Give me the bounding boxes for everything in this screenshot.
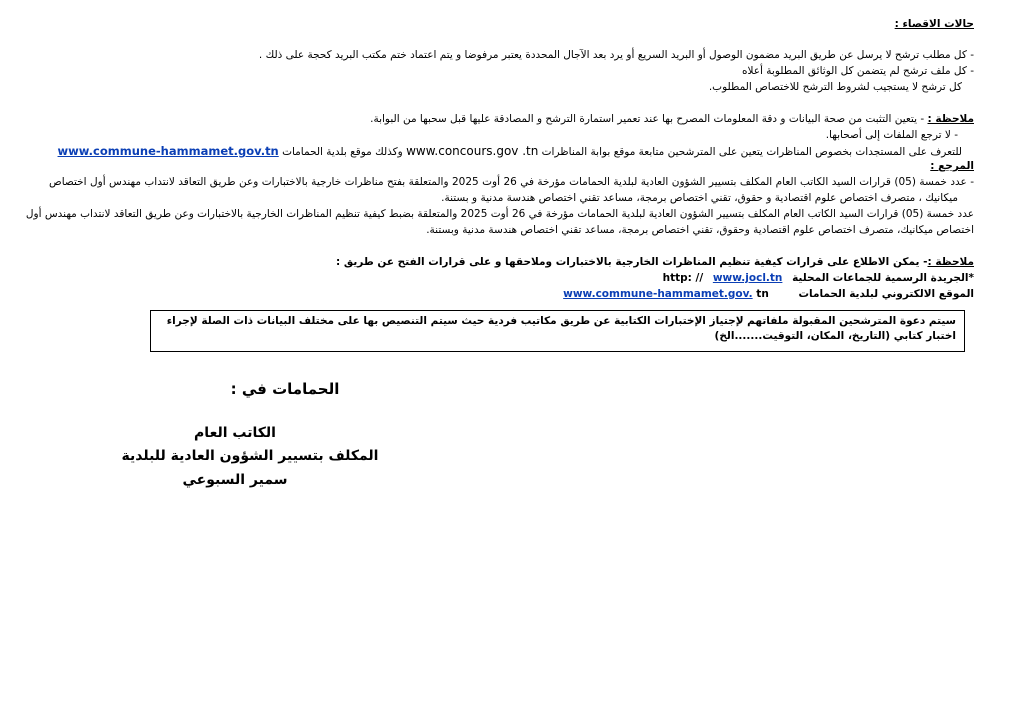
note1-line2: - لا ترجع الملفات إلى أصحابها.: [825, 129, 958, 141]
commune-site-link[interactable]: www.commune-hammamet.gov.tn: [57, 144, 279, 158]
hammamet-site-link[interactable]: www.commune-hammamet.gov.: [563, 288, 753, 300]
signature-name: سمير السبوعي: [182, 472, 288, 488]
reference-para1-line1: - عدد خمسة (05) قرارات السيد الكاتب العام المكلف بتسيير الشؤون العادية لبلدية الحمامات مؤرخة في 26 أوت 2025 والمتعلقة بفتح مناظرات خارجية بالاختبارات وعن طريق التعاقد لانتداب مهندس أول اختصاص: [49, 176, 974, 188]
reference-para1-line2: ميكانيك ، متصرف اختصاص علوم اقتصادية و حقوق، تقني اختصاص برمجة، مساعد تقني اختصاص هندسة مدنية و بستنة.: [441, 192, 958, 204]
note1-text: - يتعين التثبت من صحة البيانات و دقة المعلومات المصرح بها عند تعمير استمارة الترشح و المصادقة عليها قبل سحبها من البوابة.: [370, 113, 928, 125]
exclusion-item-1: - كل مطلب ترشح لا يرسل عن طريق البريد مضمون الوصول أو البريد السريع أو يرد بعد الآجال المحددة يعتبر مرفوضا و يتم اعتماد ختم مكتب البريد كحجة على ذلك .: [258, 49, 974, 61]
note1-line3-mid: وكذلك موقع بلدية الحمامات: [282, 146, 403, 158]
signature-place: الحمامات في :: [230, 380, 340, 398]
note2-text: - يمكن الاطلاع على قرارات كيفية تنظيم المناظرات الخارجية بالاختبارات وملاحقها و على قرارات الفتح عن طريق :: [336, 256, 928, 268]
concours-site-text: www.concours.gov .tn: [406, 144, 539, 158]
note1-label: ملاحظة :: [927, 113, 974, 125]
signature-role: المكلف بتسيير الشؤون العادية للبلدية: [121, 448, 379, 464]
signature-title: الكاتب العام: [194, 425, 276, 441]
reference-para2-line1: عدد خمسة (05) قرارات السيد الكاتب العام المكلف بتسيير الشؤون العادية لبلدية الحمامات مؤرخة في 26 أوت 2025 والمتعلقة بضبط كيفية تنظيم المناظرات الخارجية بالاختبارات وعن طريق التعاقد لانتداب مهندس أول: [25, 208, 974, 220]
exclusion-heading: حالات الاقصاء :: [894, 18, 974, 30]
note2-journal-line: [663, 271, 974, 285]
site-label: الموقع الالكتروني لبلدية الحمامات: [798, 288, 974, 300]
reference-heading: المرجع :: [930, 160, 974, 172]
exclusion-item-3: كل ترشح لا يستجيب لشروط الترشح للاختصاص المطلوب.: [708, 81, 962, 93]
note2-label: ملاحظة :: [927, 256, 974, 268]
note2-line1: [336, 255, 974, 269]
note1-line1: [370, 112, 974, 126]
site-suffix: tn: [756, 288, 769, 300]
reference-para2-line2: اختصاص ميكانيك، متصرف اختصاص علوم اقتصادية وحقوق، تقني اختصاص برمجة، مساعد تقني اختصاص هندسة مدنية وبستنة.: [426, 224, 974, 236]
journal-prefix: http: //: [662, 272, 704, 284]
exclusion-item-2: - كل ملف ترشح لم يتضمن كل الوثائق المطلوبة أعلاه: [742, 65, 974, 77]
notice-text: سيتم دعوة المترشحين المقبولة ملفاتهم لإجتياز الإختبارات الكتابية عن طريق مكاتيب فردية حيث سيتم التنصيص بها على مختلف البيانات ذات الصلة لإجراء اختبار كتابي (التاريخ، المكان، التوقيت.......الخ): [166, 315, 956, 342]
note1-line3-text: للتعرف على المستجدات بخصوص المناظرات يتعين على المترشحين متابعة موقع بوابة المناظرات: [541, 146, 962, 158]
note2-site-line: [563, 287, 974, 301]
note1-line3: [58, 144, 962, 159]
journal-label: *الجريدة الرسمية للجماعات المحلية: [792, 272, 974, 284]
notice-box: [150, 310, 965, 352]
jocl-link[interactable]: www.jocl.tn: [712, 272, 783, 284]
